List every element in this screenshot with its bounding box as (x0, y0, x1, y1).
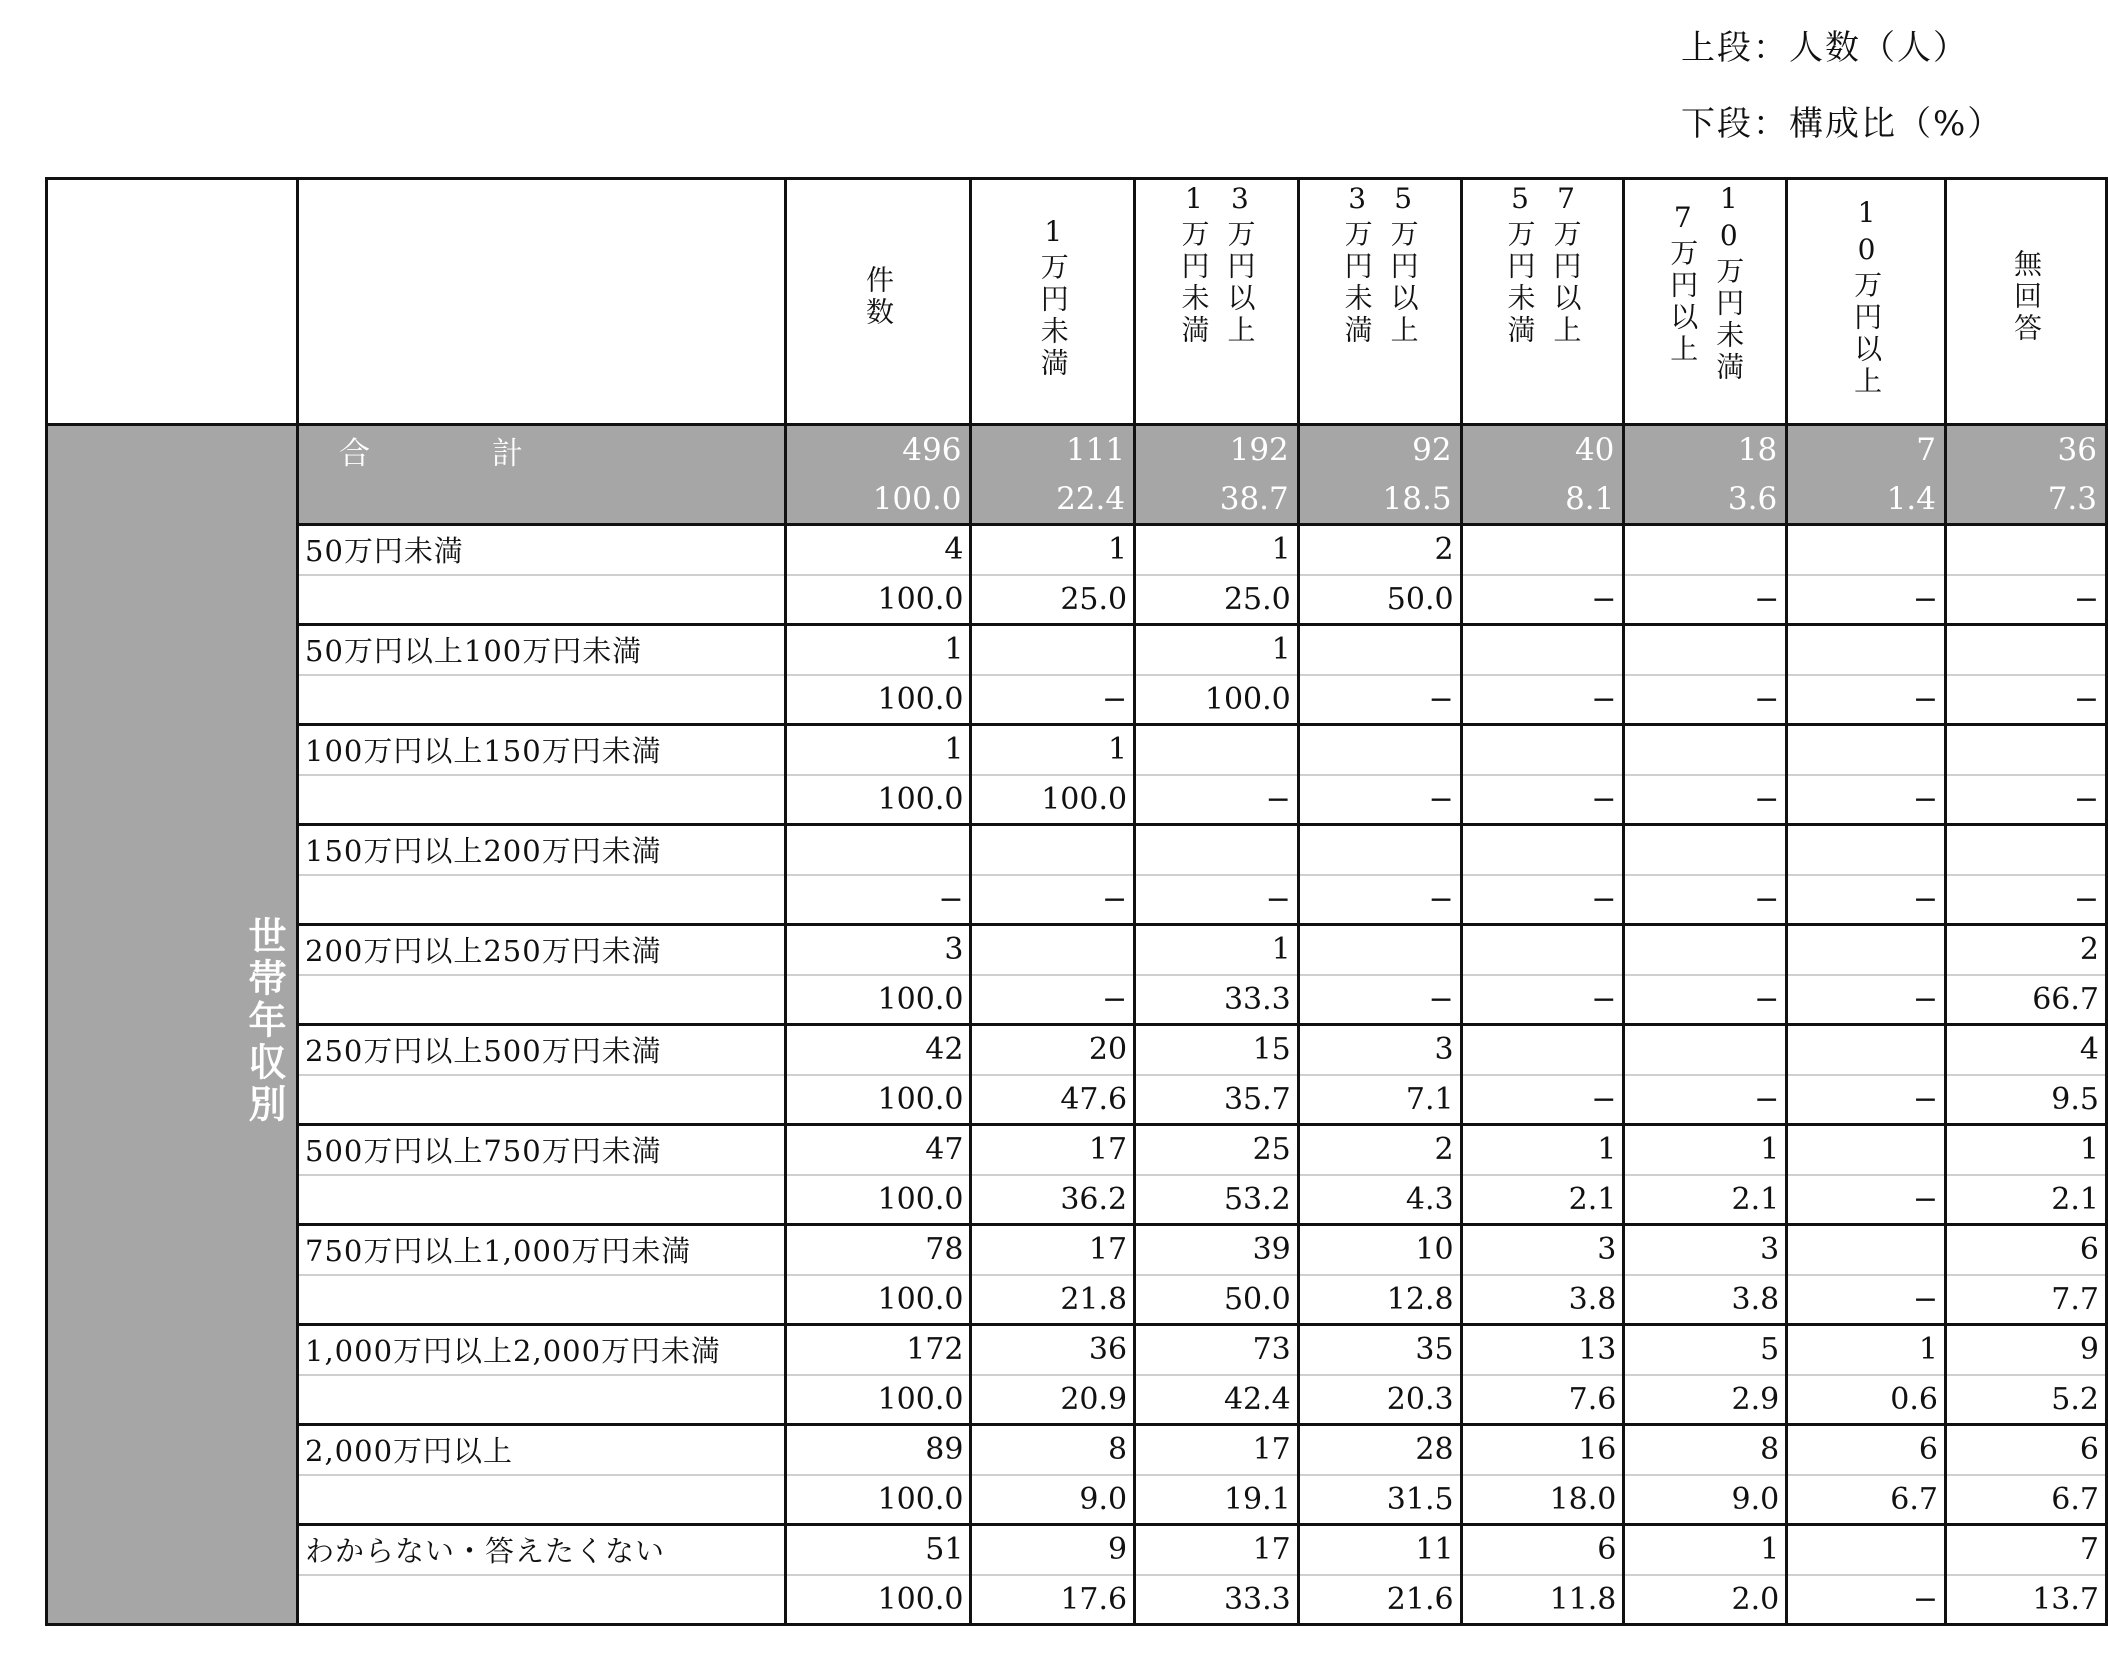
count-cell: 51 (785, 1525, 971, 1575)
row-label: 1,000万円以上2,000万円未満 (298, 1325, 786, 1375)
header-no-answer (1945, 179, 2106, 425)
pct-cell: 66.7 (1945, 975, 2106, 1025)
count-cell: 25 (1135, 1125, 1299, 1175)
pct-cell: 6.7 (1787, 1475, 1946, 1525)
pct-cell: − (1298, 775, 1461, 825)
pct-cell: 20.9 (971, 1375, 1135, 1425)
count-cell: 9 (1945, 1325, 2106, 1375)
total-count-cell: 192 (1135, 425, 1299, 475)
pct-cell: − (1461, 775, 1624, 825)
pct-cell: − (1461, 975, 1624, 1025)
count-cell: 10 (1298, 1225, 1461, 1275)
count-cell: 11 (1298, 1525, 1461, 1575)
pct-cell: 0.6 (1787, 1375, 1946, 1425)
count-cell: 172 (785, 1325, 971, 1375)
count-cell (1298, 725, 1461, 775)
count-cell (1624, 925, 1787, 975)
pct-cell: 5.2 (1945, 1375, 2106, 1425)
count-cell (1945, 725, 2106, 775)
count-cell: 4 (1945, 1025, 2106, 1075)
count-cell: 1 (971, 725, 1135, 775)
pct-cell: 100.0 (785, 1275, 971, 1325)
count-cell (1624, 625, 1787, 675)
pct-cell: 25.0 (1135, 575, 1299, 625)
table-row-count (47, 1425, 2107, 1475)
pct-cell: 53.2 (1135, 1175, 1299, 1225)
total-count-cell: 18 (1624, 425, 1787, 475)
pct-cell: 33.3 (1135, 975, 1299, 1025)
pct-cell: 100.0 (785, 675, 971, 725)
total-pct-cell: 18.5 (1298, 475, 1461, 525)
pct-cell: 9.0 (1624, 1475, 1787, 1525)
pct-cell: − (1787, 575, 1946, 625)
row-label-blank (298, 1575, 786, 1625)
pct-cell: 13.7 (1945, 1575, 2106, 1625)
count-cell (1787, 925, 1946, 975)
count-cell: 8 (971, 1425, 1135, 1475)
count-cell: 6 (1945, 1425, 2106, 1475)
total-pct-cell: 8.1 (1461, 475, 1624, 525)
header-text: 件数 (862, 265, 896, 329)
pct-cell: − (1461, 675, 1624, 725)
pct-cell: − (1461, 875, 1624, 925)
count-cell (1787, 1025, 1946, 1075)
pct-cell: − (1945, 575, 2106, 625)
count-cell: 2 (1945, 925, 2106, 975)
total-count-cell: 92 (1298, 425, 1461, 475)
count-cell: 17 (1135, 1425, 1299, 1475)
row-label-blank (298, 675, 786, 725)
row-label: 500万円以上750万円未満 (298, 1125, 786, 1175)
count-cell: 17 (971, 1125, 1135, 1175)
header-under-1 (971, 179, 1135, 425)
pct-cell: 33.3 (1135, 1575, 1299, 1625)
count-cell: 2 (1298, 525, 1461, 575)
count-cell: 1 (1624, 1125, 1787, 1175)
count-cell: 4 (785, 525, 971, 575)
pct-cell: − (1945, 775, 2106, 825)
count-cell (1945, 825, 2106, 875)
header-text-a: 7万円以上 (1666, 200, 1700, 366)
table-row-pct (47, 1475, 2107, 1525)
count-cell (971, 625, 1135, 675)
table-row-count (47, 1525, 2107, 1575)
table-row-count (47, 525, 2107, 575)
count-cell: 42 (785, 1025, 971, 1075)
pct-cell: − (1787, 1075, 1946, 1125)
pct-cell: 100.0 (785, 775, 971, 825)
pct-cell: − (1298, 975, 1461, 1025)
pct-cell: 12.8 (1298, 1275, 1461, 1325)
pct-cell: 3.8 (1461, 1275, 1624, 1325)
header-3-5 (1298, 179, 1461, 425)
total-count-cell: 496 (785, 425, 971, 475)
pct-cell: − (1945, 675, 2106, 725)
pct-cell: 2.1 (1945, 1175, 2106, 1225)
count-cell (1624, 525, 1787, 575)
count-cell: 1 (1945, 1125, 2106, 1175)
pct-cell: − (1787, 1175, 1946, 1225)
row-label-blank (298, 1175, 786, 1225)
pct-cell: 2.1 (1624, 1175, 1787, 1225)
pct-cell: 35.7 (1135, 1075, 1299, 1125)
row-label: 150万円以上200万円未満 (298, 825, 786, 875)
table-row-pct (47, 875, 2107, 925)
table-row-pct (47, 1175, 2107, 1225)
count-cell (1135, 725, 1299, 775)
pct-cell: − (1945, 875, 2106, 925)
count-cell: 16 (1461, 1425, 1624, 1475)
count-cell: 1 (1135, 925, 1299, 975)
row-label: 2,000万円以上 (298, 1425, 786, 1475)
pct-cell: 17.6 (971, 1575, 1135, 1625)
row-label-blank (298, 875, 786, 925)
count-cell (971, 925, 1135, 975)
count-cell: 1 (971, 525, 1135, 575)
count-cell: 39 (1135, 1225, 1299, 1275)
count-cell: 1 (1461, 1125, 1624, 1175)
header-row (47, 179, 2107, 425)
count-cell: 6 (1461, 1525, 1624, 1575)
total-label-a: 合 (339, 435, 372, 472)
count-cell (1787, 825, 1946, 875)
count-cell: 1 (1135, 625, 1299, 675)
pct-cell: − (1787, 1275, 1946, 1325)
count-cell (785, 825, 971, 875)
header-text-a: 3万円未満 (1340, 182, 1374, 347)
table-row-count (47, 1125, 2107, 1175)
pct-cell: − (971, 975, 1135, 1025)
total-pct-cell: 7.3 (1945, 475, 2106, 525)
count-cell (1461, 925, 1624, 975)
count-cell (1461, 725, 1624, 775)
total-pct-cell: 22.4 (971, 475, 1135, 525)
count-cell (1461, 825, 1624, 875)
row-label: 100万円以上150万円未満 (298, 725, 786, 775)
total-count-row (47, 425, 2107, 475)
count-cell: 35 (1298, 1325, 1461, 1375)
row-label-blank (298, 1475, 786, 1525)
count-cell (1787, 525, 1946, 575)
header-over-10 (1787, 179, 1946, 425)
total-pct-cell: 38.7 (1135, 475, 1299, 525)
count-cell (1787, 1225, 1946, 1275)
header-text-b: 3万円以上 (1223, 182, 1257, 347)
pct-cell: − (1787, 875, 1946, 925)
total-count-cell: 40 (1461, 425, 1624, 475)
table-row-pct (47, 1375, 2107, 1425)
pct-cell: 6.7 (1945, 1475, 2106, 1525)
total-pct-cell: 100.0 (785, 475, 971, 525)
count-cell: 6 (1945, 1225, 2106, 1275)
header-text-a: 1万円未満 (1177, 182, 1211, 347)
total-pct-cell: 3.6 (1624, 475, 1787, 525)
count-cell: 28 (1298, 1425, 1461, 1475)
count-cell (1298, 625, 1461, 675)
pct-cell: 100.0 (1135, 675, 1299, 725)
header-text: 無回答 (2009, 249, 2043, 345)
pct-cell: 100.0 (971, 775, 1135, 825)
header-text-b: 10万円未満 (1712, 182, 1746, 384)
total-pct-row (47, 475, 2107, 525)
table-row-pct (47, 1075, 2107, 1125)
row-label: 50万円未満 (298, 525, 786, 575)
pct-cell: − (1624, 975, 1787, 1025)
pct-cell: 11.8 (1461, 1575, 1624, 1625)
count-cell: 1 (785, 625, 971, 675)
count-cell: 3 (1624, 1225, 1787, 1275)
count-cell (1624, 725, 1787, 775)
header-5-7 (1461, 179, 1624, 425)
count-cell: 8 (1624, 1425, 1787, 1475)
count-cell: 5 (1624, 1325, 1787, 1375)
pct-cell: 21.8 (971, 1275, 1135, 1325)
count-cell: 36 (971, 1325, 1135, 1375)
header-text-b: 5万円以上 (1386, 182, 1420, 347)
pct-cell: 9.0 (971, 1475, 1135, 1525)
total-count-cell: 36 (1945, 425, 2106, 475)
count-cell (1787, 625, 1946, 675)
pct-cell: 18.0 (1461, 1475, 1624, 1525)
table-row-count (47, 725, 2107, 775)
pct-cell: − (1135, 775, 1299, 825)
count-cell (1624, 1025, 1787, 1075)
count-cell (1945, 525, 2106, 575)
pct-cell: 2.9 (1624, 1375, 1787, 1425)
table-row-count (47, 1025, 2107, 1075)
header-1-3 (1135, 179, 1299, 425)
row-label: 750万円以上1,000万円未満 (298, 1225, 786, 1275)
pct-cell: 7.7 (1945, 1275, 2106, 1325)
pct-cell: 100.0 (785, 1075, 971, 1125)
table-row-pct (47, 775, 2107, 825)
count-cell: 1 (785, 725, 971, 775)
pct-cell: 31.5 (1298, 1475, 1461, 1525)
count-cell: 1 (1787, 1325, 1946, 1375)
count-cell (1787, 1125, 1946, 1175)
pct-cell: 100.0 (785, 1475, 971, 1525)
pct-cell: 36.2 (971, 1175, 1135, 1225)
side-label: 世帯年収別 (242, 915, 286, 1126)
table-row-pct (47, 675, 2107, 725)
pct-cell: 19.1 (1135, 1475, 1299, 1525)
row-label: 250万円以上500万円未満 (298, 1025, 786, 1075)
pct-cell: − (1787, 1575, 1946, 1625)
pct-cell: − (1624, 1075, 1787, 1125)
pct-cell: 42.4 (1135, 1375, 1299, 1425)
count-cell (1624, 825, 1787, 875)
count-cell: 7 (1945, 1525, 2106, 1575)
count-cell (1787, 725, 1946, 775)
count-cell (1787, 1525, 1946, 1575)
count-cell: 9 (971, 1525, 1135, 1575)
pct-cell: − (971, 675, 1135, 725)
row-label-blank (298, 775, 786, 825)
corner-cell (47, 179, 298, 425)
count-cell (1461, 1025, 1624, 1075)
count-cell (1298, 825, 1461, 875)
count-cell (1135, 825, 1299, 875)
pct-cell: 9.5 (1945, 1075, 2106, 1125)
total-count-cell: 111 (971, 425, 1135, 475)
pct-cell: − (1624, 775, 1787, 825)
header-count (785, 179, 971, 425)
table-row-pct (47, 1575, 2107, 1625)
header-7-10 (1624, 179, 1787, 425)
row-label: 50万円以上100万円未満 (298, 625, 786, 675)
crosstab-table (45, 177, 2108, 1626)
count-cell: 3 (1461, 1225, 1624, 1275)
table-row-pct (47, 1275, 2107, 1325)
header-text-b: 7万円以上 (1549, 182, 1583, 347)
count-cell: 78 (785, 1225, 971, 1275)
count-cell (1945, 625, 2106, 675)
total-count-cell: 7 (1787, 425, 1946, 475)
pct-cell: − (1787, 675, 1946, 725)
count-cell: 15 (1135, 1025, 1299, 1075)
count-cell (1461, 625, 1624, 675)
row-label-blank (298, 575, 786, 625)
count-cell: 20 (971, 1025, 1135, 1075)
row-label-blank (298, 1375, 786, 1425)
count-cell: 1 (1624, 1525, 1787, 1575)
header-text: 10万円以上 (1850, 196, 1884, 398)
row-label-blank (298, 1075, 786, 1125)
count-cell (1298, 925, 1461, 975)
label-header-cell (298, 179, 786, 425)
pct-cell: 25.0 (971, 575, 1135, 625)
pct-cell: − (1787, 775, 1946, 825)
row-label: わからない・答えたくない (298, 1525, 786, 1575)
pct-cell: − (971, 875, 1135, 925)
table-row-pct (47, 975, 2107, 1025)
count-cell: 13 (1461, 1325, 1624, 1375)
total-label-blank (298, 475, 786, 525)
count-cell: 47 (785, 1125, 971, 1175)
pct-cell: 100.0 (785, 1175, 971, 1225)
table-row-count (47, 825, 2107, 875)
row-label-blank (298, 1275, 786, 1325)
count-cell: 17 (971, 1225, 1135, 1275)
side-label-cell (47, 425, 298, 1625)
pct-cell: 7.6 (1461, 1375, 1624, 1425)
pct-cell: 100.0 (785, 1575, 971, 1625)
pct-cell: 20.3 (1298, 1375, 1461, 1425)
header-text-a: 5万円未満 (1503, 182, 1537, 347)
pct-cell: 47.6 (971, 1075, 1135, 1125)
total-label-b: 計 (492, 435, 525, 472)
pct-cell: 2.0 (1624, 1575, 1787, 1625)
pct-cell: − (1624, 675, 1787, 725)
pct-cell: − (1298, 875, 1461, 925)
pct-cell: − (1135, 875, 1299, 925)
pct-cell: 100.0 (785, 575, 971, 625)
total-pct-cell: 1.4 (1787, 475, 1946, 525)
pct-cell: 7.1 (1298, 1075, 1461, 1125)
count-cell: 6 (1787, 1425, 1946, 1475)
table-row-count (47, 925, 2107, 975)
pct-cell: − (1461, 575, 1624, 625)
table-row-count (47, 1225, 2107, 1275)
pct-cell: − (785, 875, 971, 925)
pct-cell: 4.3 (1298, 1175, 1461, 1225)
pct-cell: 50.0 (1298, 575, 1461, 625)
pct-cell: 100.0 (785, 975, 971, 1025)
pct-cell: − (1624, 875, 1787, 925)
pct-cell: − (1624, 575, 1787, 625)
pct-cell: − (1787, 975, 1946, 1025)
count-cell: 3 (785, 925, 971, 975)
pct-cell: 3.8 (1624, 1275, 1787, 1325)
legend-lower: 下段：構成比（%） (1681, 104, 2004, 144)
count-cell: 73 (1135, 1325, 1299, 1375)
table-row-pct (47, 575, 2107, 625)
count-cell: 17 (1135, 1525, 1299, 1575)
count-cell: 2 (1298, 1125, 1461, 1175)
count-cell: 3 (1298, 1025, 1461, 1075)
pct-cell: 2.1 (1461, 1175, 1624, 1225)
pct-cell: − (1461, 1075, 1624, 1125)
count-cell (971, 825, 1135, 875)
pct-cell: 100.0 (785, 1375, 971, 1425)
pct-cell: − (1298, 675, 1461, 725)
row-label-blank (298, 975, 786, 1025)
pct-cell: 50.0 (1135, 1275, 1299, 1325)
count-cell: 89 (785, 1425, 971, 1475)
table-row-count (47, 1325, 2107, 1375)
count-cell: 1 (1135, 525, 1299, 575)
header-text: 1万円未満 (1036, 214, 1070, 380)
row-label: 200万円以上250万円未満 (298, 925, 786, 975)
legend-upper: 上段：人数（人） (1681, 28, 1969, 68)
count-cell (1461, 525, 1624, 575)
pct-cell: 21.6 (1298, 1575, 1461, 1625)
total-label (298, 425, 786, 475)
table-row-count (47, 625, 2107, 675)
